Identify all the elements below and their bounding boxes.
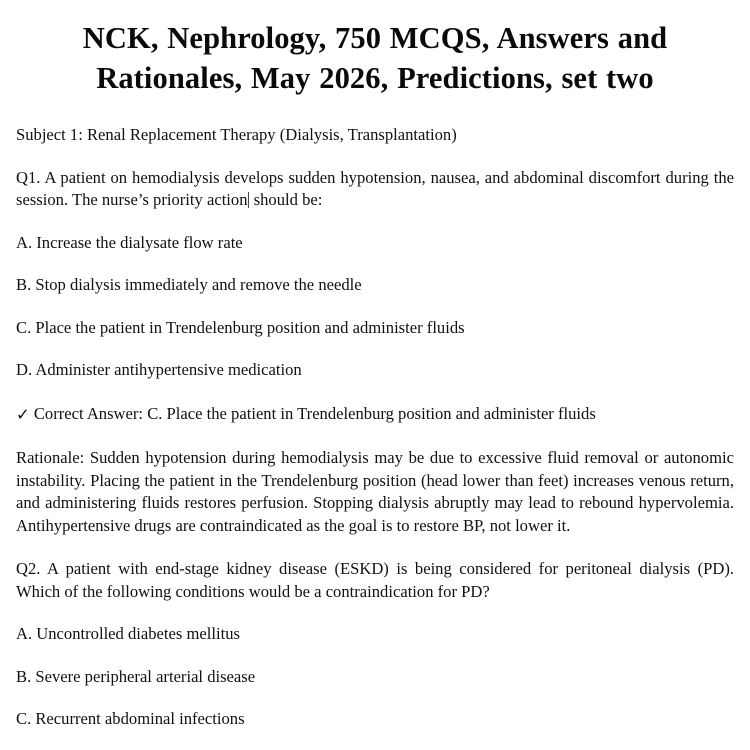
question-1-correct-answer	[16, 403, 734, 426]
question-1-correct-answer-text: Correct Answer: C. Place the patient in Trendelenburg position and administer fluids	[33, 403, 596, 423]
page-title: NCK, Nephrology, 750 MCQS, Answers and Rationales, May 2026, Predictions, set two	[82, 21, 668, 95]
question-1-option-b[interactable]: B. Stop dialysis immediately and remove the needle	[16, 275, 362, 294]
question-2-option-a[interactable]: A. Uncontrolled diabetes mellitus	[16, 624, 240, 643]
question-1-rationale: Rationale: Sudden hypotension during hemodialysis may be due to excessive fluid removal or autonomic instability. Placing the patient in the Trendelenburg position (head lower than feet) increases venous return, and administering fluids restores perfusion. Stopping dialysis abruptly may lead to rebound hypervolemia. Antihypertensive drugs are contraindicated as the goal is to restore BP, not lower it.	[16, 448, 734, 535]
question-1-option-d[interactable]: D. Administer antihypertensive medication	[16, 360, 302, 379]
subject-heading: Subject 1: Renal Replacement Therapy (Dialysis, Transplantation)	[16, 125, 457, 144]
question-1-option-c[interactable]: C. Place the patient in Trendelenburg position and administer fluids	[16, 317, 465, 337]
question-1-stem-text-before-caret: Q1. A patient on hemodialysis develops sudden hypotension, nausea, and abdominal discomfort during the session. The nurse’s priority action	[16, 167, 734, 209]
question-2-option-b[interactable]: B. Severe peripheral arterial disease	[16, 666, 256, 686]
question-2-option-c[interactable]: C. Recurrent abdominal infections	[16, 709, 245, 728]
question-1-stem-text-after-caret: should be:	[249, 190, 323, 209]
check-mark-icon: ✓	[16, 404, 30, 424]
question-1-stem	[16, 167, 734, 212]
question-2-stem: Q2. A patient with end-stage kidney disease (ESKD) is being considered for peritoneal dialysis (PD). Which of the following conditions would be a contraindication for PD?	[16, 559, 734, 601]
question-1-option-a[interactable]: A. Increase the dialysate flow rate	[16, 232, 243, 252]
